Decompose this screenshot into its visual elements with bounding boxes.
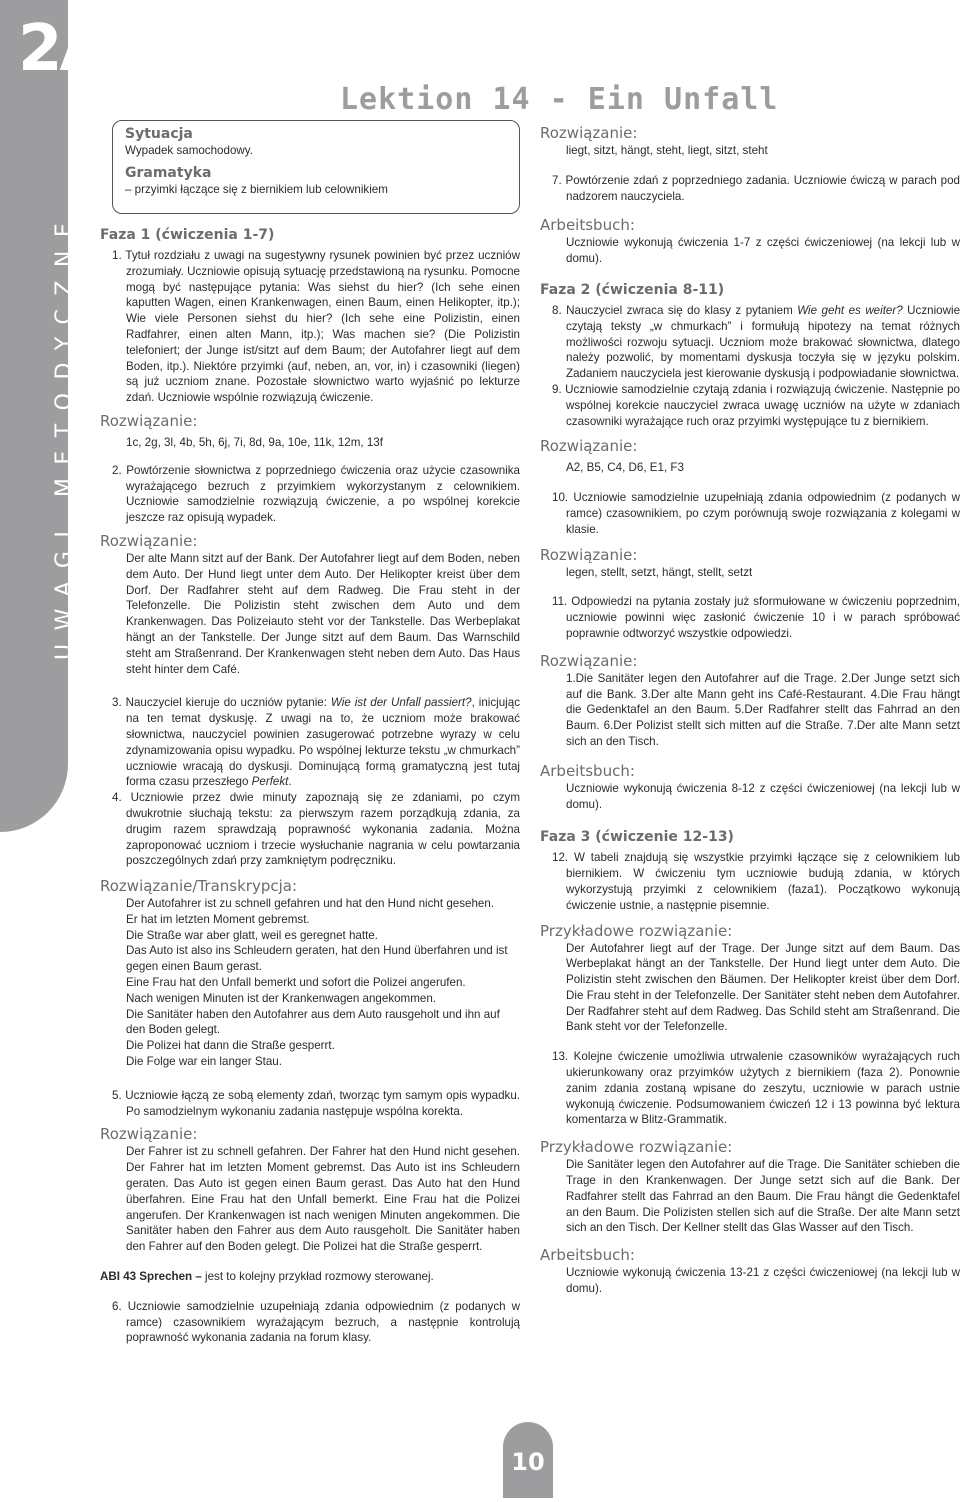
transcript-line: Die Straße war aber glatt, weil es geregnet hatte. <box>126 928 378 942</box>
transcript-line: Die Polizei hat dann die Straße gesperrt. <box>126 1039 335 1053</box>
solution-label: Rozwiązanie: <box>540 545 638 564</box>
exercise-13: 13. Kolejne ćwiczenie umożliwia utrwalenie czasowników wyrażających ruch ukierunkowany oraz przyimków użytych z biernikiem (faza 2). Ponownie zanim zdania zostaną wpisane do zeszytu, uczniowie w parach ustnie wykonują ćwiczenie. Podsumowaniem ćwiczeń 12 i 13 powinna być lektura komentarza w Blitz-Grammatik. <box>552 1050 960 1127</box>
situation-text: Wypadek samochodowy. <box>125 144 253 157</box>
solution-5: Der Fahrer ist zu schnell gefahren. Der Fahrer hat den Hund nicht gesehen. Der Fahrer hat im letzten Moment gebremst. Das Auto ist ins Schleudern geraten. Das Auto ist gegen einen Baum gerast. Das Auto hat den Hund überfahren. Eine Frau hat den Unfall bemerkt. Eine Frau hat die Polizei angerufen. Der Krankenwagen ist nach wenigen Minuten angekommen. Die Sanitäter haben den Fahrer aus dem Auto rausgeholt. Die Sanitäter haben den Fahrer auf den Boden gelegt. Die Polizei hat die Straße gesperrt. <box>126 1145 520 1254</box>
arbeitsbuch-1: Uczniowie wykonują ćwiczenia 1-7 z części ćwiczeniowej (na lekcji lub w domu). <box>566 236 960 266</box>
solution-10: legen, stellt, setzt, hängt, stellt, setzt <box>566 565 753 579</box>
solution-label: Rozwiązanie: <box>100 411 198 430</box>
solution-2: Der alte Mann sitzt auf der Bank. Der Autofahrer liegt auf dem Boden, neben dem Auto. Der Hund liegt unter dem Auto. Der Helikopter kreist über dem Dorf. Der Radfahrer steht auf dem Radweg. Die Frau steht in der Telefonzelle. Die Polizistin steht zwischen dem Auto und dem Krankenwagen. Das Polizeiauto steht vor der Tankstelle. Das Werbeplakat hängt an der Tankstelle. Der Junge sitzt auf dem Baum. Das Warnschild steht am Straßenrand. Der Krankenwagen steht neben dem Auto. Das Haus steht hinter dem Café. <box>126 551 520 676</box>
solution-label: Rozwiązanie: <box>540 124 638 142</box>
exercise-7: 7. Powtórzenie zdań z poprzedniego zadania. Uczniowie ćwiczą w parach pod nadzorem nauczyciela. <box>552 173 960 203</box>
solution-6: liegt, sitzt, hängt, steht, liegt, sitzt, steht <box>566 144 768 157</box>
solution-label: Rozwiązanie: <box>540 437 638 456</box>
exercise-4: 4. Uczniowie przez dwie minuty zapoznają się ze zdaniami, po czym dwukrotnie słuchają tekstu: za pierwszym razem porządkują zdania, za drugim razem sprawdzają poprawność wykonania zadania. Można zaproponować uczniom i trzecie wysłuchanie nagrania w celu powtarzania poszczególnych zdań przy zamkniętym podręczniku. <box>112 791 520 868</box>
transcript <box>100 896 520 1070</box>
exercise-8: 8. Nauczyciel zwraca się do klasy z pytaniem Wie geht es weiter? Uczniowie czytają teksty „w chmurkach” i formułują hipotezy na temat różnych możliwości rozwoju sytuacji. Uczniom może brakować słownictwa, dlatego należy pozwolić, by momentami dyskusja toczyła się w języku polskim. Zadaniem nauczyciela jest kierowanie dyskusją i podpowiadanie słownictwa. <box>552 303 960 381</box>
exercise-2: 2. Powtórzenie słownictwa z poprzedniego ćwiczenia oraz użycie czasownika wyrażającego bezruch z przyimkiem wykorzystanym z celownikiem. Uczniowie samodzielnie rozwiązują ćwiczenie, a po wspólnej korekcie jeszcze raz opisują wypadek. <box>112 463 520 525</box>
solution-1: 1c, 2g, 3l, 4b, 5h, 6j, 7i, 8d, 9a, 10e, 11k, 12m, 13f <box>126 435 383 449</box>
transcript-line: Das Auto ist also ins Schleudern geraten, hat den Hund überfahren und ist gegen einen Baum gerast. <box>126 944 508 974</box>
transcript-line: Nach wenigen Minuten ist der Krankenwagen angekommen. <box>126 991 436 1005</box>
transcript-line: Die Sanitäter haben den Autofahrer aus dem Auto rausgeholt und ihn auf den Boden gelegt. <box>126 1007 500 1037</box>
sidebar-band <box>0 0 107 832</box>
sample-solution-label: Przykładowe rozwiązanie: <box>540 921 733 940</box>
sample-solution-label: Przykładowe rozwiązanie: <box>540 1138 733 1157</box>
solution-label: Rozwiązanie: <box>100 1125 198 1144</box>
transcript-line: Der Autofahrer ist zu schnell gefahren und hat den Hund nicht gesehen. <box>126 897 495 911</box>
exercise-9: 9. Uczniowie samodzielnie czytają zdania i rozwiązują ćwiczenie. Następnie po wspólnej korekcie nauczyciel zwraca uwagę uczniów na użyte w zdaniach czasowniki wyrażające ruch oraz przyimki występujące tu z biernikiem. <box>552 382 960 428</box>
arbeitsbuch-label: Arbeitsbuch: <box>540 216 635 235</box>
solution-9: A2, B5, C4, D6, E1, F3 <box>566 461 684 475</box>
left-column <box>100 226 520 1346</box>
solution-label: Rozwiązanie: <box>540 651 638 670</box>
grammar-text: – przyimki łączące się z biernikiem lub celownikiem <box>125 183 388 196</box>
faza2-heading: Faza 2 (ćwiczenia 8-11) <box>540 281 725 298</box>
exercise-12: 12. W tabeli znajdują się wszystkie przyimki łączące się z celownikiem lub biernikiem. W ćwiczeniu tym uczniowie budują zdania, w których wykorzystują przyimki z celownikiem (faza1). Początkowo wykonują ćwiczenie ustnie, a następnie pisemnie. <box>552 851 960 912</box>
exercise-5: 5. Uczniowie łączą ze sobą elementy zdań, tworząc tym samym opis wypadku. Po samodzielnym wykonaniu zadania następuje wspólna korekta. <box>112 1088 520 1118</box>
arbeitsbuch-label: Arbeitsbuch: <box>540 1246 635 1265</box>
transcript-line: Er hat im letzten Moment gebremst. <box>126 912 310 926</box>
abi-note: ABI 43 Sprechen – jest to kolejny przykład rozmowy sterowanej. <box>100 1270 434 1284</box>
transcript-line: Eine Frau hat den Unfall bemerkt und sofort die Polizei angerufen. <box>126 976 466 990</box>
situation-box <box>112 120 520 214</box>
exercise-3: 3. Nauczyciel kieruje do uczniów pytanie: Wie ist der Unfall passiert?, inicjując na ten temat dyskusję. Z uwagi na to, że uczniom może brakować słownictwa, nauczyciel powinien zasugerować potrzebne wyrazy w celu zdynamizowania opisu wypadku. Po wspólnej lekturze tekstu „w chmurkach” uczniowie wracają do dyskusji. Dominującą formą gramatyczną jest tutaj forma czasu przeszłego Perfekt. <box>112 696 520 789</box>
lesson-title: Lektion 14 - Ein Unfall <box>340 82 779 117</box>
right-column <box>540 124 960 1297</box>
sidebar-label: UWAGI METODYCZNE <box>52 209 77 660</box>
solution-11: 1.Die Sanitäter legen den Autofahrer auf die Trage. 2.Der Junge setzt sich auf die Bank. 3.Der alte Mann geht ins Café-Restaurant. 4.Die Frau hängt die Gedenktafel an den Baum. 5.Der Radfahrer stellt das Fahrrad an den Baum. 6.Der Polizist stellt sich mitten auf die Straße. 7.Der alte Mann setzt sich an den Tisch. <box>566 671 960 748</box>
exercise-6: 6. Uczniowie samodzielnie uzupełniają zdania odpowiednim (z podanych w ramce) czasownikiem wyrażającym bezruch, a następnie kontrolują poprawność wykonania zadania na forum klasy. <box>112 1299 520 1345</box>
exercise-10: 10. Uczniowie samodzielnie uzupełniają zdania odpowiednim (z podanych w ramce) czasownikiem, po czym porównują swoje rozwiązania z kolegami w klasie. <box>552 491 960 536</box>
faza3-heading: Faza 3 (ćwiczenie 12-13) <box>540 829 734 846</box>
arbeitsbuch-3: Uczniowie wykonują ćwiczenia 13-21 z części ćwiczeniowej (na lekcji lub w domu). <box>566 1266 960 1296</box>
page-number: 10 <box>503 1422 553 1498</box>
sample-solution-13: Die Sanitäter legen den Autofahrer auf die Trage. Die Sanitäter schieben die Trage in den Krankenwagen. Der Junge setzt sich auf die Bank. Der Radfahrer stellt das Fahrrad an den Baum. Die Frau hängt die Gedenktafel an den Baum. Die Polizisten stellen sich auf die Straße. Der alte Mann setzt sich an den Tisch. Der Kellner stellt das Glas Wasser auf den Tisch. <box>566 1158 960 1235</box>
situation-heading: Sytuacja <box>125 126 193 142</box>
exercise-1: 1. Tytuł rozdziału z uwagi na sugestywny rysunek powinien być przez uczniów zrozumiały. Uczniowie opisują sytuację przedstawioną na rysunku. Pomocne mogą być następujące pytania: Was siehst du hier? (Ich sehe einen kaputten Wagen, einen Krankenwagen, einen Baum, einen Helikopter, itp.); Wie viele Personen siehst du hier? (Ich sehe eine Polizistin, einen Radfahrer, einen alten Mann, itp.); Was machen sie? (Die Polizistin telefoniert; der Junge ist/sitzt auf dem Baum; der Autofahrer liegt auf dem Boden, itp.). Niektóre przyimki (auf, neben, an, vor, in) i czasowniki (liegen) są już uczniom znane. Pozostałe słownictwo warto wyjaśnić po lekturze zdań. Uczniowie wspólnie rozwiązują ćwiczenie. <box>112 249 520 405</box>
arbeitsbuch-2: Uczniowie wykonują ćwiczenia 8-12 z części ćwiczeniowej (na lekcji lub w domu). <box>566 781 960 811</box>
faza1-heading: Faza 1 (ćwiczenia 1-7) <box>100 227 275 243</box>
transcript-line: Die Folge war ein langer Stau. <box>126 1055 282 1069</box>
solution-transcript-label: Rozwiązanie/Transkrypcja: <box>100 877 297 896</box>
unit-code: 2A <box>18 12 107 86</box>
arbeitsbuch-label: Arbeitsbuch: <box>540 761 635 780</box>
grammar-heading: Gramatyka <box>125 165 212 181</box>
solution-label: Rozwiązanie: <box>100 531 198 550</box>
sample-solution-12: Der Autofahrer liegt auf der Trage. Der Junge sitzt auf dem Baum. Das Werbeplakat hängt an der Tankstelle. Der Hund liegt unter dem Auto. Die Polizistin steht zwischen den Bäumen. Der Helikopter kreist über dem Dorf. Die Frau steht in der Telefonzelle. Der Sanitäter steht neben dem Autofahrer. Der Radfahrer steht auf dem Radweg. Das Schild steht am Straßenrand. Die Bank steht vor der Telefonzelle. <box>566 941 960 1034</box>
exercise-11: 11. Odpowiedzi na pytania zostały już sformułowane w ćwiczeniu poprzednim, uczniowie powinni więc zasłonić ćwiczenie 10 i w parach spróbować poprawnie odtworzyć wszystkie odpowiedzi. <box>552 595 960 640</box>
